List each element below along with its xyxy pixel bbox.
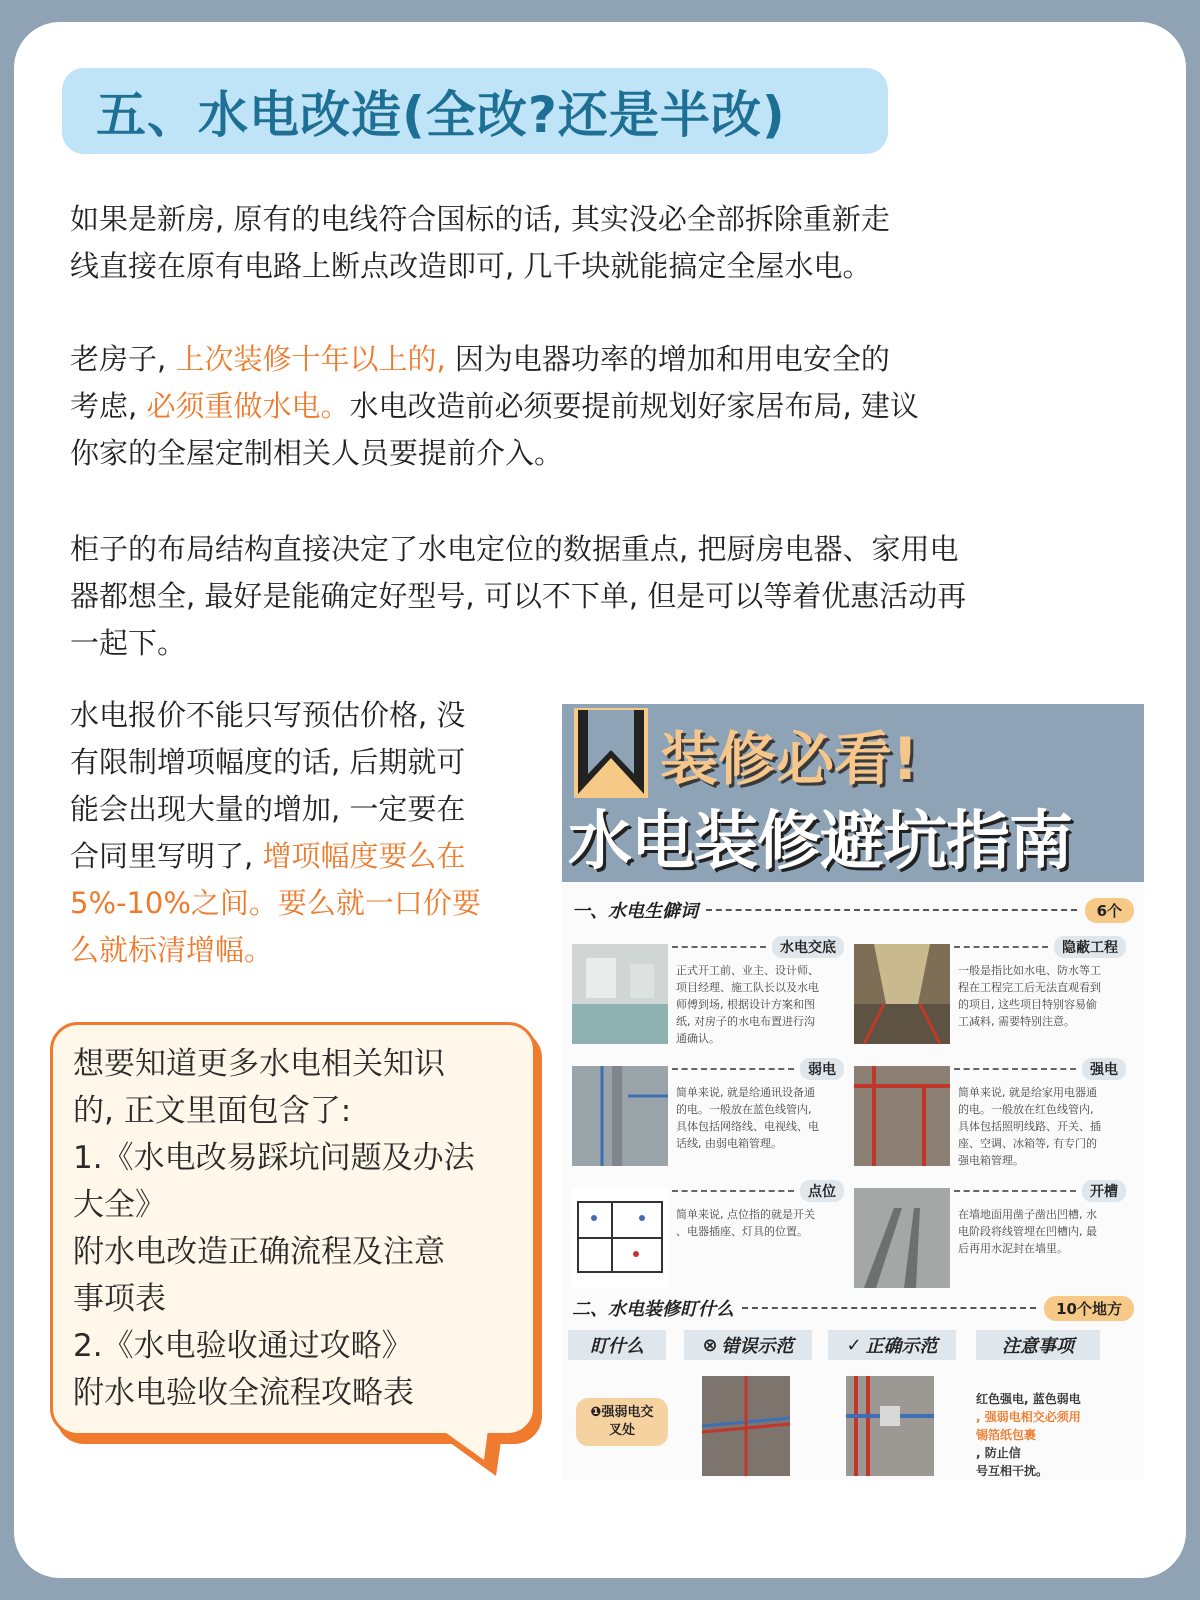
text-line: 一起下。 [70, 626, 187, 660]
wrong-example-photo [702, 1376, 790, 1476]
bubble-line: 2.《水电验收通过攻略》 [73, 1328, 413, 1364]
tag-line: ❶强弱电交 [590, 1405, 654, 1420]
text-run: 水电改造前必须要提前规划好家居布局, 建议 [349, 389, 919, 423]
wall-conduit-photo [572, 1066, 668, 1166]
text-line: 线直接在原有电路上断点改造即可, 几千块就能搞定全屋水电。 [70, 249, 872, 283]
desc-line: 项目经理、施工队长以及水电 [676, 981, 819, 994]
desc-line: 正式开工前、业主、设计师、 [676, 964, 819, 977]
title-banner [62, 68, 888, 154]
bubble-line: 1.《水电改易踩坑问题及办法 [73, 1140, 475, 1176]
term-item [854, 936, 1126, 1048]
col-label: 正确示范 [865, 1336, 938, 1357]
dashed-divider [954, 1190, 1076, 1192]
term-description [958, 1206, 1126, 1257]
text-run: 合同里写明了, [70, 839, 263, 873]
desc-line: 强电箱管理。 [958, 1154, 1024, 1167]
term-tag: 强电 [1082, 1058, 1126, 1080]
note-line: 号互相干扰。 [976, 1464, 1049, 1478]
term-tag: 弱电 [800, 1058, 844, 1080]
term-item [854, 1058, 1126, 1170]
col-right [828, 1330, 956, 1360]
highlight-line: 么就标清增幅。 [70, 933, 274, 967]
note-line: 红色强电, 蓝色弱电 [976, 1392, 1081, 1406]
section-two-header [572, 1294, 1134, 1322]
tag-row [954, 1058, 1126, 1080]
desc-line: 具体包括照明线路、开关、插 [958, 1120, 1101, 1133]
term-tag: 点位 [800, 1180, 844, 1202]
bubble-line: 的, 正文里面包含了: [73, 1093, 352, 1129]
term-item [572, 1180, 844, 1292]
floorplan-image [572, 1188, 668, 1288]
poster-subheadline: 水电装修避坑指南 [568, 805, 1072, 879]
tag-row [672, 1058, 844, 1080]
text-line: 你家的全屋定制相关人员要提前介入。 [70, 436, 564, 470]
circle-check-icon: ✓ [846, 1334, 862, 1356]
content-card [14, 22, 1186, 1578]
desc-line: 在墙地面用凿子凿出凹槽, 水 [958, 1208, 1097, 1221]
highlight-text: 必须重做水电。 [146, 389, 350, 423]
paragraph-new-house [70, 196, 1130, 290]
term-item [572, 936, 844, 1048]
paragraph-cabinet [70, 526, 1130, 667]
text-line: 能会出现大量的增加, 一定要在 [70, 792, 466, 826]
right-example-photo [846, 1376, 934, 1476]
text-run: 因为电器功率的增加和用电安全的 [445, 342, 890, 376]
text-run: 老房子, [70, 342, 176, 376]
col-notes [976, 1330, 1100, 1360]
desc-line: 话线, 由弱电箱管理。 [676, 1137, 782, 1150]
bubble-line: 事项表 [73, 1281, 166, 1317]
desc-line: 简单来说, 就是给通讯设备通 [676, 1086, 815, 1099]
dashed-divider [672, 946, 766, 948]
desc-line: 的项目, 这些项目特别容易偷 [958, 998, 1097, 1011]
desc-line: 后再用水泥封在墙里。 [958, 1242, 1068, 1255]
note-highlight: 锡箔纸包裹 [976, 1428, 1037, 1442]
cross-point-tag [576, 1398, 668, 1446]
circle-x-icon: ⊗ [702, 1334, 718, 1356]
tag-line: 叉处 [608, 1423, 635, 1438]
text-line [70, 833, 550, 880]
highlight-text: 增项幅度要么在 [262, 839, 466, 873]
section-title: 二、水电装修盯什么 [572, 1299, 734, 1320]
corridor-photo [854, 944, 950, 1044]
term-tag: 水电交底 [772, 936, 844, 958]
term-description [676, 1206, 844, 1240]
term-description [958, 962, 1126, 1030]
section-title: 一、水电生僻词 [572, 901, 698, 922]
bubble-line: 想要知道更多水电相关知识 [73, 1046, 445, 1082]
term-description [676, 1084, 844, 1152]
bubble-tail [438, 1430, 502, 1478]
desc-line: 具体包括网络线、电视线、电 [676, 1120, 819, 1133]
desc-line: 的电。一般放在蓝色线管内, [676, 1103, 812, 1116]
paragraph-old-house [70, 336, 1130, 477]
guide-poster [562, 704, 1144, 1480]
text-line: 如果是新房, 原有的电线符合国标的话, 其实没必全部拆除重新走 [70, 202, 890, 236]
dashed-divider [706, 909, 1077, 911]
note-line [976, 1426, 1136, 1462]
tag-row [672, 936, 844, 958]
term-item [572, 1058, 844, 1170]
bubble-line: 附水电改造正确流程及注意 [73, 1234, 445, 1270]
flag-icon [574, 708, 648, 798]
red-conduit-photo [854, 1066, 950, 1166]
desc-line: 纸, 对房子的水电布置进行沟 [676, 1015, 815, 1028]
text-line [70, 383, 1130, 430]
text-run: 考虑, [70, 389, 147, 423]
note-text [976, 1390, 1136, 1480]
col-label: 错误示范 [721, 1336, 794, 1357]
desc-line: 简单来说, 点位指的就是开关 [676, 1208, 815, 1221]
poster-headline: 装修必看! [660, 725, 919, 793]
page-title: 五、水电改造(全改?还是半改) [96, 86, 786, 144]
poster-header [562, 704, 1144, 882]
desc-line: 的电。一般放在红色线管内, [958, 1103, 1094, 1116]
col-watch [568, 1330, 666, 1360]
desc-line: 一般是指比如水电、防水等工 [958, 964, 1101, 977]
bubble-line: 大全》 [73, 1187, 166, 1223]
count-badge: 6个 [1085, 898, 1134, 923]
term-description [676, 962, 844, 1047]
desc-line: 通确认。 [676, 1032, 720, 1045]
desc-line: 简单来说, 就是给家用电器通 [958, 1086, 1097, 1099]
dashed-divider [954, 946, 1048, 948]
floor-groove-photo [854, 1188, 950, 1288]
desc-line: 师傅到场, 根据设计方案和图 [676, 998, 815, 1011]
desc-line: 程在工程完工后无法直观看到 [958, 981, 1101, 994]
dashed-divider [672, 1068, 794, 1070]
highlight-line: 5%-10%之间。要么就一口价要 [70, 886, 481, 920]
term-tag: 隐蔽工程 [1054, 936, 1126, 958]
term-description [958, 1084, 1126, 1169]
column-headers [568, 1330, 1138, 1364]
desc-line: 电阶段将线管埋在凹槽内, 最 [958, 1225, 1097, 1238]
section-one-header [572, 896, 1134, 924]
text-line: 器都想全, 最好是能确定好型号, 可以不下单, 但是可以等着优惠活动再 [70, 579, 967, 613]
text-line [70, 336, 1130, 383]
count-badge: 10个地方 [1044, 1296, 1134, 1321]
text-line: 柜子的布局结构直接决定了水电定位的数据重点, 把厨房电器、家用电 [70, 532, 959, 566]
tag-row [672, 1180, 844, 1202]
note-run: , 防止信 [976, 1446, 1021, 1460]
text-line: 有限制增项幅度的话, 后期就可 [70, 745, 466, 779]
note-highlight: , 强弱电相交必须用 [976, 1410, 1081, 1424]
dashed-divider [672, 1190, 794, 1192]
col-label: 注意事项 [1002, 1336, 1074, 1357]
desc-line: 座、空调、冰箱等, 有专门的 [958, 1137, 1097, 1150]
desc-line: 、电器插座、灯具的位置。 [676, 1225, 808, 1238]
room-photo [572, 944, 668, 1044]
desc-line: 工减料, 需要特别注意。 [958, 1015, 1075, 1028]
term-tag: 开槽 [1082, 1180, 1126, 1202]
dashed-divider [742, 1307, 1036, 1309]
highlight-text: 上次装修十年以上的, [175, 342, 446, 376]
col-label: 盯什么 [590, 1336, 644, 1357]
col-wrong [684, 1330, 812, 1360]
paragraph-quote [70, 692, 550, 974]
term-item [854, 1180, 1126, 1292]
dashed-divider [954, 1068, 1076, 1070]
bubble-line: 附水电验收全流程攻略表 [73, 1375, 414, 1411]
tag-row [954, 1180, 1126, 1202]
text-line: 水电报价不能只写预估价格, 没 [70, 698, 466, 732]
tag-row [954, 936, 1126, 958]
speech-bubble [50, 1022, 536, 1436]
